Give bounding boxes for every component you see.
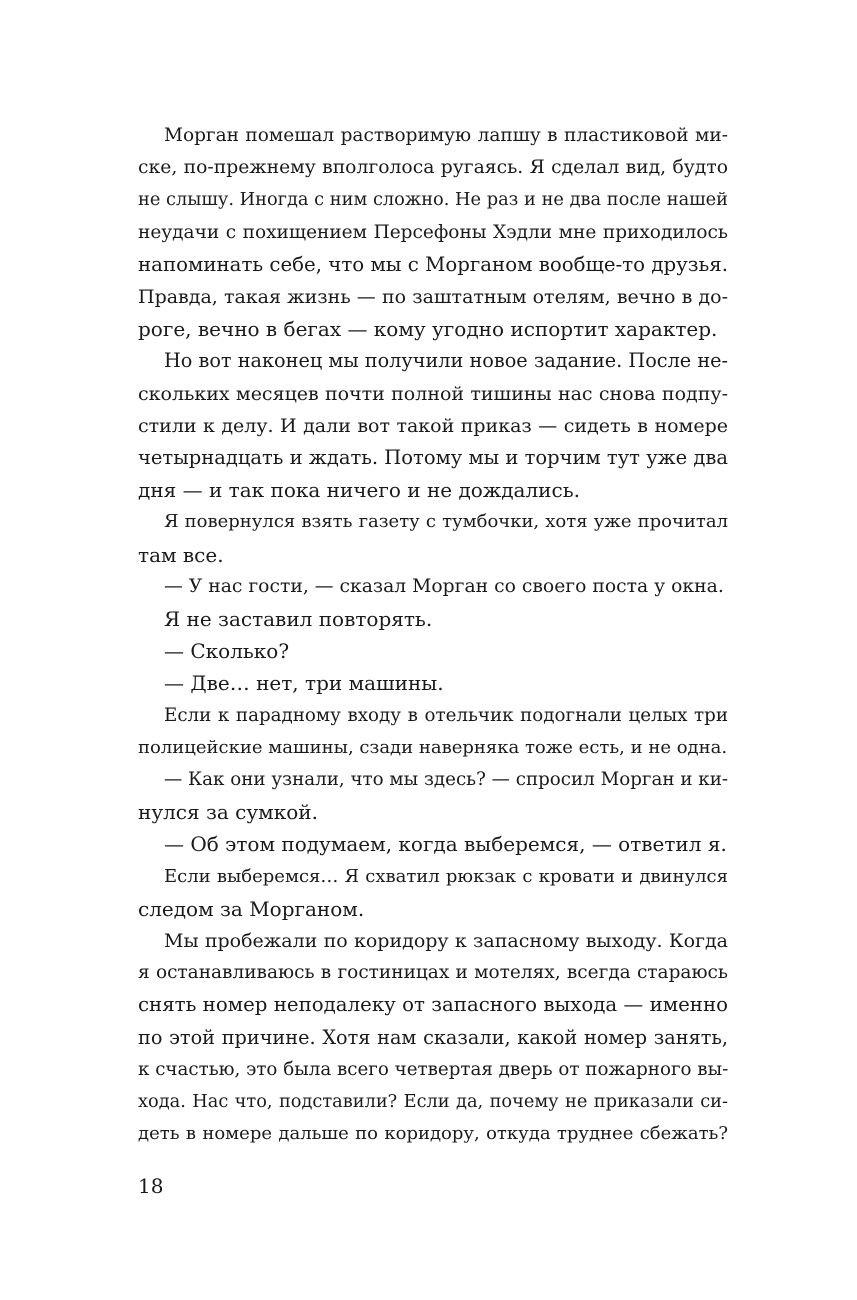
page-number: 18 (138, 1174, 164, 1198)
text-line: напоминать себе, что мы с Морганом вообще-то друзья. (138, 252, 729, 276)
text-line: Я повернулся взять газету с тумбочки, хотя уже прочитал (164, 511, 728, 533)
book-page (138, 120, 728, 1151)
text-line: стили к делу. И дали вот такой приказ — сидеть в номере (138, 414, 728, 437)
text-line: Мы пробежали по коридору к запасному выходу. Когда (164, 930, 728, 953)
text-line: Если к парадному входу в отельчик подогнали целых три (164, 704, 728, 726)
text-line: Если выберемся… Я схватил рюкзак с кровати и двинулся (164, 865, 728, 887)
text-line: скольких месяцев почти полной тишины нас снова подпу- (138, 382, 728, 405)
text-line: четырнадцать и ждать. Потому мы и торчим тут уже два (138, 446, 728, 470)
text-line: — Об этом подумаем, когда выберемся, — ответил я. (164, 832, 727, 857)
text-line: деть в номере дальше по коридору, откуда труднее сбежать? (138, 1123, 728, 1145)
text-line: Морган помешал растворимую лапшу в пластиковой ми- (164, 125, 728, 146)
text-line: я останавливаюсь в гостиницах и мотелях, всегда стараюсь (138, 962, 728, 984)
text-line: хода. Нас что, подставили? Если да, почему не приказали си- (138, 1092, 728, 1113)
text-line: по этой причине. Хотя нам сказали, какой номер занять, (138, 1025, 728, 1049)
text-line: роге, вечно в бегах — кому угодно испортит характер. (138, 317, 718, 342)
text-line: неудачи с похищением Персефоны Хэдли мне приходилось (138, 221, 728, 243)
text-line: — Сколько? (164, 639, 290, 664)
text-line: там все. (138, 542, 224, 567)
text-line: — У нас гости, — сказал Морган со своего поста у окна. (164, 575, 724, 597)
text-line: — Две… нет, три машины. (164, 671, 444, 696)
text-line: не слышу. Иногда с ним сложно. Не раз и не два после нашей (138, 190, 728, 211)
text-line: дня — и так пока ничего и не дождались. (138, 478, 580, 503)
text-line: нулся за сумкой. (138, 800, 318, 825)
text-line: Но вот наконец мы получили новое задание. После не- (164, 349, 729, 373)
text-line: снять номер неподалеку от запасного выхода — именно (138, 993, 728, 1017)
text-line: Я не заставил повторять. (164, 607, 433, 632)
text-line: ске, по-прежнему вполголоса ругаясь. Я сделал вид, будто (138, 157, 728, 179)
body-text (138, 120, 728, 1151)
text-line: — Как они узнали, что мы здесь? — спросил Морган и ки- (164, 769, 729, 791)
text-line: следом за Морганом. (138, 896, 365, 921)
text-line: полицейские машины, сзади наверняка тоже есть, и не одна. (138, 736, 728, 758)
text-line: Правда, такая жизнь — по заштатным отелям, вечно в до- (138, 286, 728, 309)
text-line: к счастью, это была всего четвертая дверь от пожарного вы- (138, 1058, 729, 1080)
